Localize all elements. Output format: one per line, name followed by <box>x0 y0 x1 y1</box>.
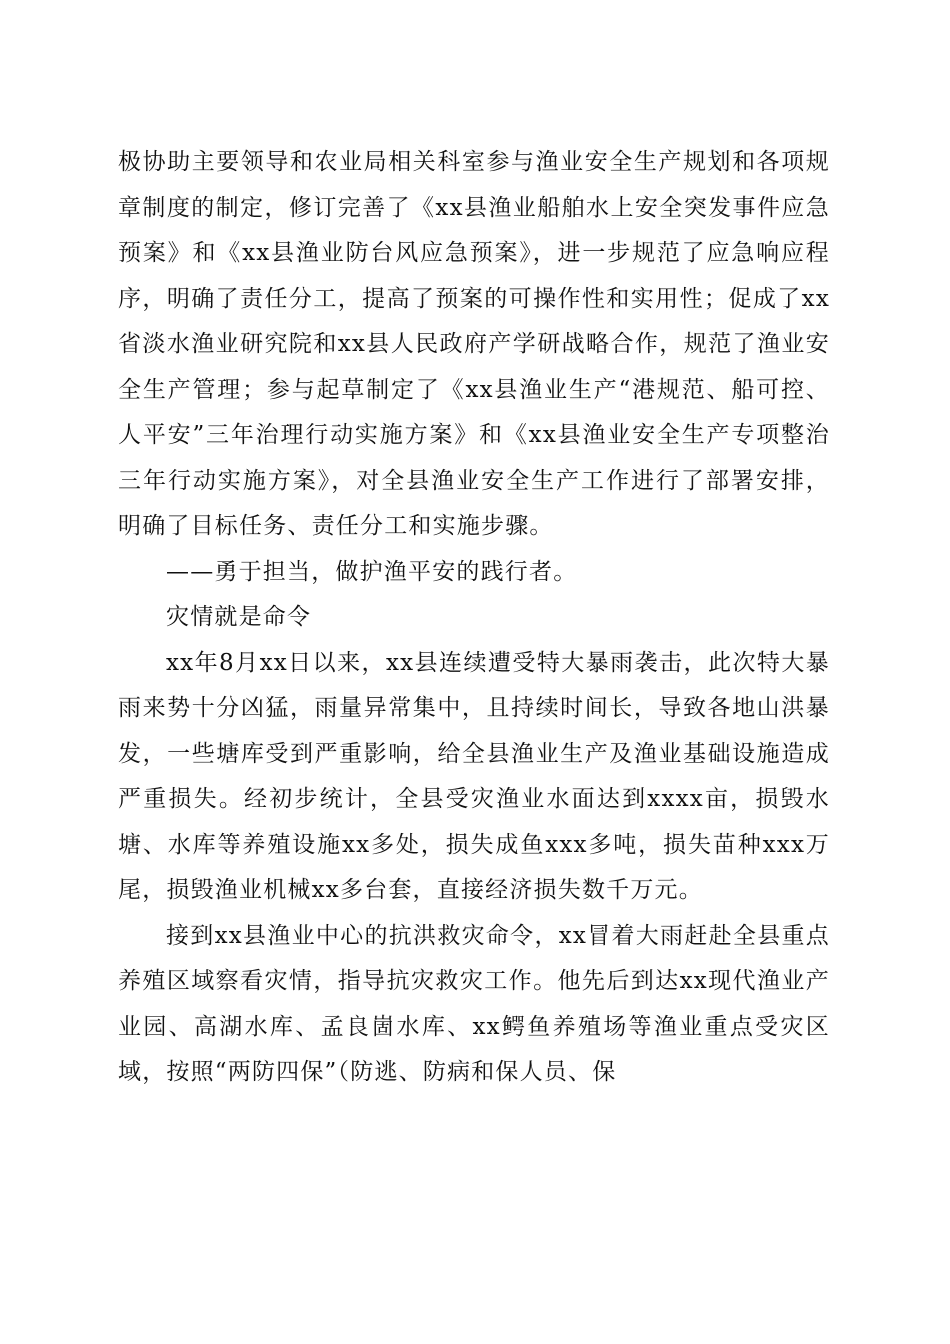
subheading: 灾情就是命令 <box>166 604 312 630</box>
paragraph-continued: 极协助主要领导和农业局相关科室参与渔业安全生产规划和各项规章制度的制定，修订完善了《xx县渔业船舶水上安全突发事件应急预案》和《xx县渔业防台风应急预案》，进一步规范了应急响应程序，明确了责任分工，提高了预案的可操作性和实用性；促成了xx省淡水渔业研究院和xx县人民政府产学研战略合作，规范了渔业安全生产管理；参与起草制定了《xx县渔业生产“港规范、船可控、人平安”三年治理行动实施方案》和《xx县渔业安全生产专项整治三年行动实施方案》，对全县渔业安全生产工作进行了部署安排，明确了目标任务、责任分工和实施步骤。 <box>118 149 830 539</box>
document-body <box>118 140 830 1096</box>
paragraph-response: 接到xx县渔业中心的抗洪救灾命令，xx冒着大雨赶赴全县重点养殖区域察看灾情，指导抗灾救灾工作。他先后到达xx现代渔业产业园、高湖水库、孟良崮水库、xx鳄鱼养殖场等渔业重点受灾区域，按照“两防四保”（防逃、防病和保人员、保 <box>118 922 830 1085</box>
section-heading: ——勇于担当，做护渔平安的践行者。 <box>166 558 578 585</box>
paragraph-disaster-report: xx年8月xx日以来，xx县连续遭受特大暴雨袭击，此次特大暴雨来势十分凶猛，雨量异常集中，且持续时间长，导致各地山洪暴发，一些塘库受到严重影响，给全县渔业生产及渔业基础设施造成严重损失。经初步统计，全县受灾渔业水面达到xxxx亩，损毁水塘、水库等养殖设施xx多处，损失成鱼xxx多吨，损失苗种xxx万尾，损毁渔业机械xx多台套，直接经济损失数千万元。 <box>118 649 830 903</box>
